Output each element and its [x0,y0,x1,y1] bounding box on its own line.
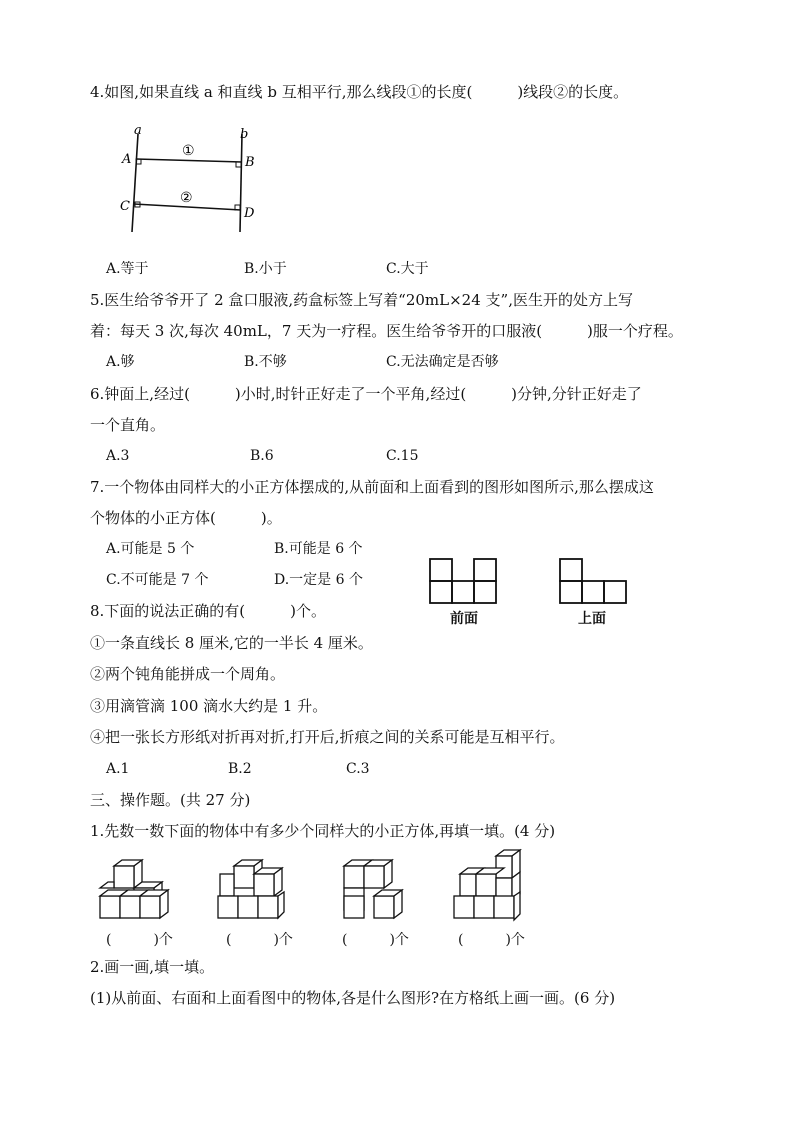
p1-blank-2[interactable]: ( )个 [226,932,293,948]
label-seg2: ② [180,190,193,206]
q6-line1: 6.钟面上,经过( )小时,时针正好走了一个平角,经过( )分钟,分针正好走了 [90,385,642,403]
cube-figure-1 [98,856,178,926]
q4-option-a[interactable]: A.等于 [106,261,149,277]
q7-line2: 个物体的小正方体( )。 [90,509,282,527]
q5-option-c[interactable]: C.无法确定是否够 [386,354,499,370]
q5-option-b[interactable]: B.不够 [244,354,287,370]
label-seg1: ① [182,143,195,159]
parallel-lines-figure [110,122,270,237]
line-a [132,134,138,232]
q5-line1: 5.医生给爷爷开了 2 盒口服液,药盒标签上写着“20mL×24 支”,医生开的处方上写 [90,291,633,309]
q7-option-d[interactable]: D.一定是 6 个 [274,572,363,588]
q7-option-a[interactable]: A.可能是 5 个 [106,541,195,557]
q5-option-a[interactable]: A.够 [106,354,135,370]
q7-option-c[interactable]: C.不可能是 7 个 [106,572,209,588]
p1-blank-1[interactable]: ( )个 [106,932,173,948]
q8-option-a[interactable]: A.1 [106,761,130,777]
label-a: a [134,123,142,138]
line-b [240,134,242,232]
q5-line2: 着：每天 3 次,每次 40mL，7 天为一疗程。医生给爷爷开的口服液( )服一个疗程。 [90,322,683,340]
front-view-figure [428,556,500,606]
p1-blank-4[interactable]: ( )个 [458,932,525,948]
q4-option-c[interactable]: C.大于 [386,261,429,277]
top-view-caption: 上面 [578,611,606,627]
cube-figure-3 [336,856,416,926]
q8-option-c[interactable]: C.3 [346,761,370,777]
label-C: C [120,199,130,214]
segment-1 [136,159,242,162]
label-D: D [244,206,255,221]
q8-statement-2: ②两个钝角能拼成一个周角。 [90,665,286,683]
q7-option-b[interactable]: B.可能是 6 个 [274,541,363,557]
p2-sub1-text: (1)从前面、右面和上面看图中的物体,各是什么图形?在方格纸上画一画。(6 分) [90,989,616,1007]
cube-figure-4 [450,846,530,926]
top-view-figure [558,556,630,606]
cube-figure-2 [214,856,294,926]
q6-option-c[interactable]: C.15 [386,448,419,464]
p2-text: 2.画一画,填一填。 [90,958,215,976]
q8-text: 8.下面的说法正确的有( )个。 [90,602,327,620]
q8-option-b[interactable]: B.2 [228,761,252,777]
label-b: b [240,127,249,142]
front-view-caption: 前面 [450,611,478,627]
label-B: B [245,155,255,170]
q4-text: 4.如图,如果直线 a 和直线 b 互相平行,那么线段①的长度( )线段②的长度。 [90,83,629,101]
q6-option-b[interactable]: B.6 [250,448,274,464]
label-A: A [122,152,132,167]
q6-option-a[interactable]: A.3 [106,448,130,464]
q6-line2: 一个直角。 [90,416,166,434]
q7-line1: 7.一个物体由同样大的小正方体摆成的,从前面和上面看到的图形如图所示,那么摆成这 [90,478,654,496]
q8-statement-1: ①一条直线长 8 厘米,它的一半长 4 厘米。 [90,634,373,652]
q8-statement-3: ③用滴管滴 100 滴水大约是 1 升。 [90,697,328,715]
p1-blank-3[interactable]: ( )个 [342,932,409,948]
section-3-title: 三、操作题。(共 27 分) [90,791,251,809]
q4-option-b[interactable]: B.小于 [244,261,287,277]
q8-statement-4: ④把一张长方形纸对折再对折,打开后,折痕之间的关系可能是互相平行。 [90,728,565,746]
p1-text: 1.先数一数下面的物体中有多少个同样大的小正方体,再填一填。(4 分) [90,822,556,840]
